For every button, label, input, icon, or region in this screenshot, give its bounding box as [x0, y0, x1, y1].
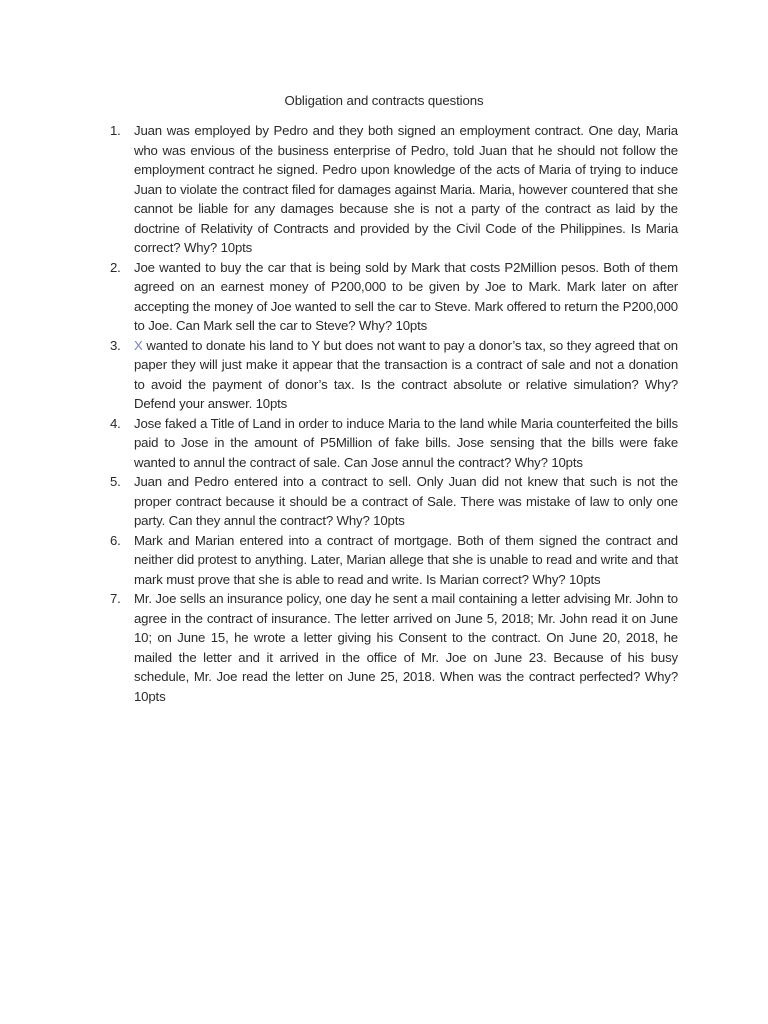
question-number: 4.: [110, 415, 121, 431]
question-text: Juan and Pedro entered into a contract to sell. Only Juan did not knew that such is not the proper contract because it should be a contract of Sale. There was mistake of law to only one party. Can they annul the contract? Why? 10pts: [134, 474, 678, 528]
question-item-1: [110, 121, 678, 258]
question-text: Jose faked a Title of Land in order to induce Maria to the land while Maria counterfeited the bills paid to Jose in the amount of P5Million of fake bills. Jose sensing that the bills were fake wanted to annul the contract of sale. Can Jose annul the contract? Why? 10pts: [134, 415, 678, 470]
question-item-6: [110, 531, 678, 590]
question-text: [134, 336, 678, 414]
question-number: 1.: [110, 123, 121, 138]
page-title: Obligation and contracts questions: [284, 93, 484, 108]
question-item-3: [110, 336, 678, 414]
question-item-2: [110, 258, 678, 336]
question-list: [110, 121, 678, 706]
question-text: Joe wanted to buy the car that is being sold by Mark that costs P2Million pesos. Both of them agreed on an earnest money of P200,000 to be given by Joe to Mark. Mark later on after accepting the money of Joe wanted to sell the car to Steve. Mark offered to return the P200,000 to Joe. Can Mark sell the car to Steve? Why? 10pts: [134, 259, 678, 333]
question-text: Mr. Joe sells an insurance policy, one day he sent a mail containing a letter advising Mr. John to agree in the contract of insurance. The letter arrived on June 5, 2018; Mr. John read it on June 10; on June 15, he wrote a letter giving his Consent to the contract. On June 20, 2018, he mailed the letter and it arrived in the office of Mr. Joe on June 23. Because of his busy schedule, Mr. Joe read the letter on June 25, 2018. When was the contract perfected? Why? 10pts: [134, 591, 678, 704]
question-number: 6.: [110, 532, 121, 548]
question-item-7: [110, 589, 678, 706]
question-item-4: [110, 414, 678, 473]
question-text: Mark and Marian entered into a contract of mortgage. Both of them signed the contract and neither did protest to anything. Later, Marian allege that she is unable to read and write and that mark must prove that she is able to read and write. Is Marian correct? Why? 10pts: [134, 532, 678, 587]
question-number: 5.: [110, 474, 121, 489]
question-text-body: wanted to donate his land to Y but does not want to pay a donor’s tax, so they agreed that on paper they will just make it appear that the transaction is a contract of sale and not a donation to avoid the payment of donor’s tax. Is the contract absolute or relative simulation? Why? Defend your answer. 10pts: [134, 337, 678, 411]
question-lead-letter: X: [134, 337, 143, 353]
question-number: 7.: [110, 591, 121, 606]
question-item-5: [110, 472, 678, 531]
question-number: 2.: [110, 259, 121, 275]
question-number: 3.: [110, 337, 121, 353]
question-text: Juan was employed by Pedro and they both signed an employment contract. One day, Maria who was envious of the business enterprise of Pedro, told Juan that he should not follow the employment contract he signed. Pedro upon knowledge of the acts of Maria of trying to induce Juan to violate the contract filed for damages against Maria. Maria, however countered that she cannot be liable for any damages because she is not a party of the contract as laid by the doctrine of Relativity of Contracts and provided by the Civil Code of the Philippines. Is Maria correct? Why? 10pts: [134, 123, 678, 255]
